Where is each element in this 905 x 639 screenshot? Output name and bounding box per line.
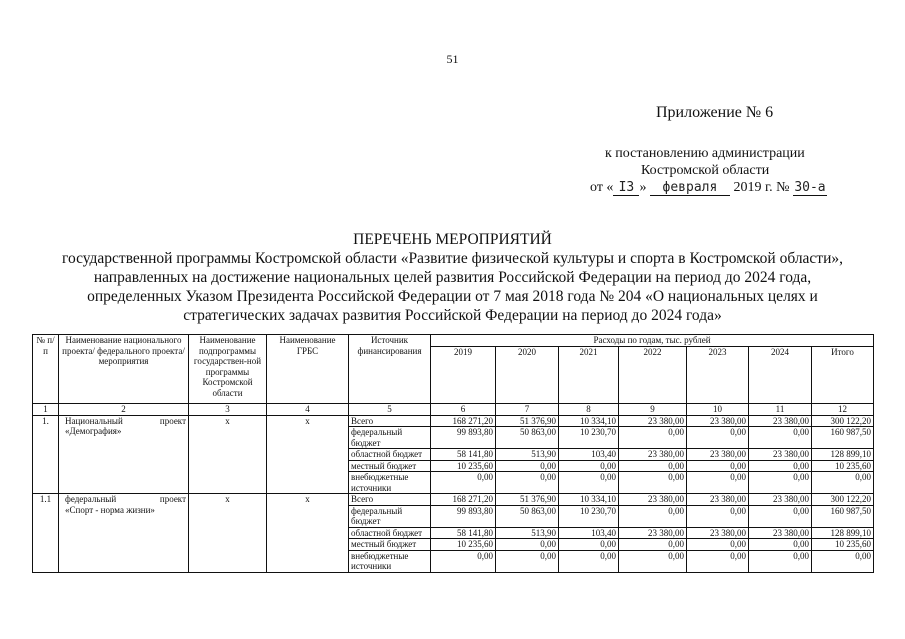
row-value: 103,40 [559,527,619,539]
col-number: 6 [431,404,496,416]
row-value: 58 141,80 [431,449,496,461]
row-value: 0,00 [496,550,559,572]
row-value: 0,00 [749,427,812,449]
row-value: 10 235,60 [431,460,496,472]
header-year: 2021 [559,346,619,404]
row-value: 513,90 [496,527,559,539]
header-subprogram: Наименование подпрограммы государствен-ной программы Костромской области [189,335,267,404]
row-value: 50 863,00 [496,505,559,527]
table-body [33,335,874,573]
row-value: 300 122,20 [812,494,874,506]
row-value: 23 380,00 [619,449,687,461]
decree-day: I3 [613,180,639,196]
row-value: 160 987,50 [812,505,874,527]
row-value: 0,00 [687,472,749,494]
row-value: 10 235,60 [431,539,496,551]
header-total: Итого [812,346,874,404]
header-row [33,335,874,347]
decree-line-2: Костромской области [641,163,770,178]
row-value: 128 899,10 [812,527,874,539]
decree-month: февраля [650,180,730,196]
row-value: 23 380,00 [749,527,812,539]
decree-number: 30-а [794,180,826,195]
decree-year: 2019 г. № [733,180,790,195]
row-value: 0,00 [619,427,687,449]
row-value: 51 376,90 [496,415,559,427]
row-name-line-1 [65,494,186,505]
row-subprogram: х [189,415,267,494]
row-value: 0,00 [749,505,812,527]
row-value: 58 141,80 [431,527,496,539]
row-source: внебюджетные источники [349,472,431,494]
row-name-line-2: «Демография» [65,426,122,436]
col-number: 9 [619,404,687,416]
header-year: 2023 [687,346,749,404]
row-value: 0,00 [687,505,749,527]
row-source: Всего [349,494,431,506]
row-value: 10 230,70 [559,505,619,527]
row-value: 0,00 [812,472,874,494]
row-value: 0,00 [431,472,496,494]
row-value: 168 271,20 [431,494,496,506]
col-number: 2 [59,404,189,416]
row-value: 23 380,00 [687,494,749,506]
row-value: 128 899,10 [812,449,874,461]
row-value: 0,00 [619,550,687,572]
row-value: 0,00 [619,505,687,527]
row-value: 0,00 [687,460,749,472]
row-subprogram: х [189,494,267,573]
row-name-word: Национальный [65,415,123,426]
row-name-cell [59,494,189,573]
row-source: Всего [349,415,431,427]
title-line-1: государственной программы Костромской области «Развитие физической культуры и спорта в Костромской области», [61,250,844,267]
row-value: 0,00 [496,472,559,494]
decree-line-1: к постановлению администрации [605,146,805,161]
row-value: 23 380,00 [687,449,749,461]
header-year: 2020 [496,346,559,404]
row-value: 50 863,00 [496,427,559,449]
row-value: 23 380,00 [687,527,749,539]
page-number: 51 [446,52,459,66]
row-value: 0,00 [559,539,619,551]
title-line-2: направленных на достижение национальных целей развития Российской Федерации на период до 2024 года, [93,269,812,286]
row-value: 168 271,20 [431,415,496,427]
col-number: 3 [189,404,267,416]
decree-from: от « [590,180,614,195]
row-value: 0,00 [559,472,619,494]
header-num: № п/п [33,335,59,404]
row-value: 23 380,00 [749,449,812,461]
row-source: областной бюджет [349,527,431,539]
table-row [33,494,874,506]
row-value: 23 380,00 [687,415,749,427]
row-value: 0,00 [619,539,687,551]
row-source: внебюджетные источники [349,550,431,572]
row-name-word: федеральный [65,494,117,504]
row-value: 0,00 [687,427,749,449]
row-value: 23 380,00 [619,494,687,506]
col-number: 11 [749,404,812,416]
col-number: 7 [496,404,559,416]
row-value: 99 893,80 [431,427,496,449]
row-value: 0,00 [619,460,687,472]
header-year: 2019 [431,346,496,404]
row-value: 0,00 [749,539,812,551]
row-value: 23 380,00 [749,494,812,506]
row-value: 10 235,60 [812,539,874,551]
activities-table [32,334,874,573]
row-value: 0,00 [496,539,559,551]
col-number: 12 [812,404,874,416]
col-number: 1 [33,404,59,416]
row-value: 23 380,00 [619,415,687,427]
row-value: 10 235,60 [812,460,874,472]
row-value: 0,00 [749,550,812,572]
row-grbs: х [267,415,349,494]
title-line-3: определенных Указом Президента Российской Федерации от 7 мая 2018 года № 204 «О национальных целях и [87,288,818,305]
row-value: 0,00 [749,472,812,494]
row-source: областной бюджет [349,449,431,461]
col-number: 10 [687,404,749,416]
row-grbs: х [267,494,349,573]
row-number: 1.1 [33,494,59,573]
decree-quote-close: » [639,180,647,195]
col-number: 5 [349,404,431,416]
row-name-line-2: «Спорт - норма жизни» [65,504,155,515]
row-value: 0,00 [431,550,496,572]
row-value: 99 893,80 [431,505,496,527]
title-heading: ПЕРЕЧЕНЬ МЕРОПРИЯТИЙ [353,231,552,248]
decree-date-line [590,180,827,196]
row-value: 513,90 [496,449,559,461]
row-source: местный бюджет [349,460,431,472]
table-row [33,415,874,427]
row-value: 10 334,10 [559,494,619,506]
row-value: 160 987,50 [812,427,874,449]
row-name-word: проект [159,494,186,504]
row-value: 23 380,00 [749,415,812,427]
document-title [0,230,905,325]
row-value: 0,00 [559,550,619,572]
row-number: 1. [33,415,59,494]
header-name: Наименование национального проекта/ федерального проекта/ мероприятия [59,335,189,404]
row-value: 300 122,20 [812,415,874,427]
row-source: федеральный бюджет [349,505,431,527]
header-year: 2024 [749,346,812,404]
row-value: 0,00 [619,472,687,494]
row-value: 23 380,00 [619,527,687,539]
col-number: 4 [267,404,349,416]
header-expenses: Расходы по годам, тыс. рублей [431,335,874,347]
header-grbs: Наименование ГРБС [267,335,349,404]
header-source: Источник финансирования [349,335,431,404]
col-number: 8 [559,404,619,416]
row-value: 0,00 [812,550,874,572]
row-value: 10 334,10 [559,415,619,427]
row-value: 51 376,90 [496,494,559,506]
row-value: 0,00 [749,460,812,472]
header-year: 2022 [619,346,687,404]
row-source: местный бюджет [349,539,431,551]
row-value: 103,40 [559,449,619,461]
appendix-label: Приложение № 6 [656,104,774,121]
row-value: 0,00 [559,460,619,472]
row-source: федеральный бюджет [349,427,431,449]
row-name-cell [59,415,189,494]
column-numbers-row [33,404,874,416]
row-value: 10 230,70 [559,427,619,449]
title-line-4: стратегических задачах развития Российской Федерации на период до 2024 года» [183,307,722,324]
row-value: 0,00 [496,460,559,472]
row-name-line-1 [65,416,186,427]
row-name-word: проект [159,415,186,426]
row-value: 0,00 [687,550,749,572]
row-value: 0,00 [687,539,749,551]
